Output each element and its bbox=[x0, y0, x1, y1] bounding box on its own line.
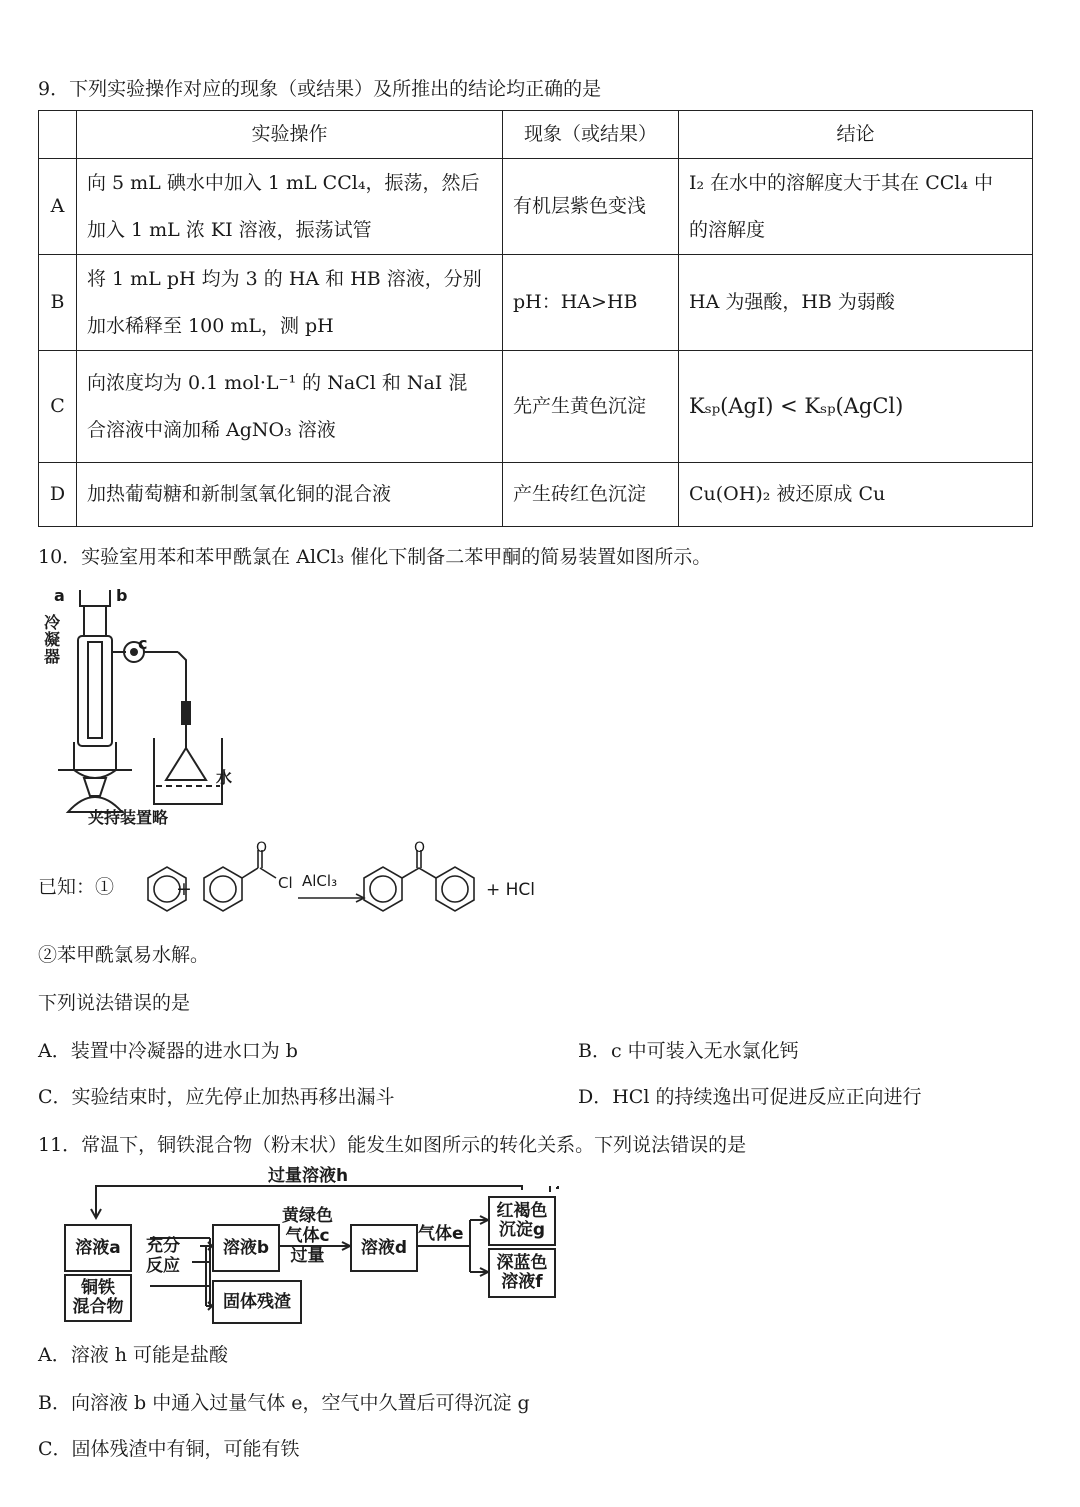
drying-agent bbox=[130, 648, 138, 656]
table-row bbox=[39, 463, 1033, 527]
inner-tube bbox=[88, 642, 102, 738]
operation-cell bbox=[77, 463, 503, 527]
conclusion-cell bbox=[679, 159, 1033, 255]
gas-e-label: 气体e bbox=[418, 1224, 464, 1244]
q10-option-b: B．c 中可装入无水氯化钙 bbox=[578, 1040, 799, 1062]
o-label: O bbox=[256, 840, 268, 856]
conclusion-cell bbox=[679, 255, 1033, 351]
q11-option-b: B．向溶液 b 中通入过量气体 e，空气中久置后可得沉淀 g bbox=[38, 1392, 530, 1414]
plus-sign: + bbox=[176, 878, 192, 900]
q11-option-a: A．溶液 h 可能是盐酸 bbox=[38, 1344, 229, 1366]
operation-line: 将 1 mL pH 均为 3 的 HA 和 HB 溶液，分别 bbox=[87, 267, 482, 290]
table-row bbox=[39, 255, 1033, 351]
solution-f-line: 深蓝色 bbox=[496, 1253, 548, 1273]
react-label-line: 充分 bbox=[146, 1236, 180, 1256]
q10-option-d: D．HCl 的持续逸出可促进反应正向进行 bbox=[578, 1086, 922, 1108]
phenomenon-cell: 有机层紫色变浅 bbox=[503, 159, 679, 255]
cl-label: Cl bbox=[278, 874, 293, 892]
q11-title: 11．常温下，铜铁混合物（粉末状）能发生如图所示的转化关系。下列说法错误的是 bbox=[38, 1134, 747, 1156]
gas-c-label bbox=[282, 1206, 333, 1266]
experiment-table bbox=[38, 110, 1033, 527]
phenomenon-cell: 先产生黄色沉淀 bbox=[503, 351, 679, 463]
operation-line: 加水稀释至 100 mL，测 pH bbox=[87, 314, 334, 337]
known-2: ②苯甲酰氯易水解。 bbox=[38, 944, 210, 966]
label-condenser: 冷凝器 bbox=[44, 613, 61, 666]
gas-c-line: 气体c bbox=[285, 1226, 330, 1246]
conclusion-line: I₂ 在水中的溶解度大于其在 CCl₄ 中 bbox=[689, 171, 994, 194]
conclusion-cell bbox=[679, 351, 1033, 463]
q10-option-c: C．实验结束时，应先停止加热再移出漏斗 bbox=[38, 1086, 395, 1108]
q11-option-c: C．固体残渣中有铜，可能有铁 bbox=[38, 1438, 300, 1460]
mixture-label: 混合物 bbox=[72, 1297, 124, 1317]
solution-b-box: 溶液b bbox=[212, 1224, 280, 1272]
catalyst-label: AlCl₃ bbox=[302, 872, 338, 890]
operation-cell bbox=[77, 159, 503, 255]
row-letter: A bbox=[39, 159, 77, 255]
operation-line: 向 5 mL 碘水中加入 1 mL CCl₄，振荡，然后 bbox=[87, 171, 480, 194]
operation-line: 合溶液中滴加稀 AgNO₃ 溶液 bbox=[87, 418, 336, 441]
row-letter: C bbox=[39, 351, 77, 463]
o-label: O bbox=[414, 840, 426, 856]
row-letter: D bbox=[39, 463, 77, 527]
row-letter: B bbox=[39, 255, 77, 351]
table-header: 实验操作 bbox=[77, 111, 503, 159]
condenser-body bbox=[78, 636, 112, 746]
solution-a-box: 溶液a bbox=[64, 1224, 132, 1272]
residue-box: 固体残渣 bbox=[212, 1280, 302, 1324]
react-label-line: 反应 bbox=[146, 1256, 180, 1276]
operation-cell bbox=[77, 255, 503, 351]
connection-tube bbox=[178, 652, 186, 702]
excess-h-label: 过量溶液h bbox=[268, 1166, 349, 1186]
q10-question: 下列说法错误的是 bbox=[38, 992, 191, 1014]
conclusion-line: Cu(OH)₂ 被还原成 Cu bbox=[689, 483, 886, 505]
inverted-funnel bbox=[166, 748, 206, 780]
table-header-blank bbox=[39, 111, 77, 159]
phenomenon-cell: pH：HA>HB bbox=[503, 255, 679, 351]
table-header-row bbox=[39, 111, 1033, 159]
burner-flame bbox=[84, 778, 106, 796]
table-header: 现象（或结果） bbox=[503, 111, 679, 159]
operation-cell bbox=[77, 351, 503, 463]
inlet-tube-a bbox=[80, 590, 88, 606]
apparatus-caption: 夹持装置略 bbox=[88, 808, 169, 827]
solution-d-box: 溶液d bbox=[350, 1224, 418, 1272]
precipitate-g-line: 沉淀g bbox=[498, 1220, 546, 1240]
mixture-label: 铜铁 bbox=[81, 1278, 115, 1298]
flask bbox=[74, 742, 116, 778]
label-water: 水 bbox=[216, 768, 233, 787]
gas-c-line: 过量 bbox=[290, 1246, 325, 1266]
beaker bbox=[154, 738, 222, 804]
outlet-tube-b bbox=[102, 590, 110, 606]
conclusion-cell bbox=[679, 463, 1033, 527]
table-row bbox=[39, 159, 1033, 255]
table-header: 结论 bbox=[679, 111, 1033, 159]
q9-title: 9．下列实验操作对应的现象（或结果）及所推出的结论均正确的是 bbox=[38, 78, 602, 100]
q10-option-a: A．装置中冷凝器的进水口为 b bbox=[38, 1040, 298, 1062]
condenser-top bbox=[84, 606, 106, 636]
operation-line: 向浓度均为 0.1 mol·L⁻¹ 的 NaCl 和 NaI 混 bbox=[87, 371, 468, 394]
conclusion-line: 的溶解度 bbox=[689, 218, 766, 241]
rubber-connector bbox=[182, 702, 190, 724]
phenomenon-cell: 产生砖红色沉淀 bbox=[503, 463, 679, 527]
react-label bbox=[146, 1236, 180, 1276]
label-c: c bbox=[138, 634, 148, 653]
conclusion-line: HA 为强酸，HB 为弱酸 bbox=[689, 291, 895, 313]
operation-line: 加入 1 mL 浓 KI 溶液，振荡试管 bbox=[87, 218, 372, 241]
q10-title: 10．实验室用苯和苯甲酰氯在 AlCl₃ 催化下制备二苯甲酮的简易装置如图所示。 bbox=[38, 546, 712, 568]
hcl-label: + HCl bbox=[486, 880, 536, 900]
precipitate-g-line: 红褐色 bbox=[496, 1201, 548, 1221]
solution-f-line: 溶液f bbox=[501, 1272, 543, 1292]
label-b: b bbox=[116, 586, 128, 605]
label-a: a bbox=[54, 586, 65, 605]
known-prefix: 已知：① bbox=[38, 876, 115, 898]
operation-line: 加热葡萄糖和新制氢氧化铜的混合液 bbox=[87, 483, 392, 505]
mixture-box bbox=[64, 1274, 132, 1322]
precipitate-g-box bbox=[488, 1196, 556, 1246]
conclusion-line: Kₛₚ(AgI) < Kₛₚ(AgCl) bbox=[689, 394, 904, 418]
apparatus-diagram bbox=[38, 582, 258, 832]
gas-c-line: 黄绿色 bbox=[282, 1206, 333, 1226]
solution-f-box bbox=[488, 1248, 556, 1298]
table-row bbox=[39, 351, 1033, 463]
